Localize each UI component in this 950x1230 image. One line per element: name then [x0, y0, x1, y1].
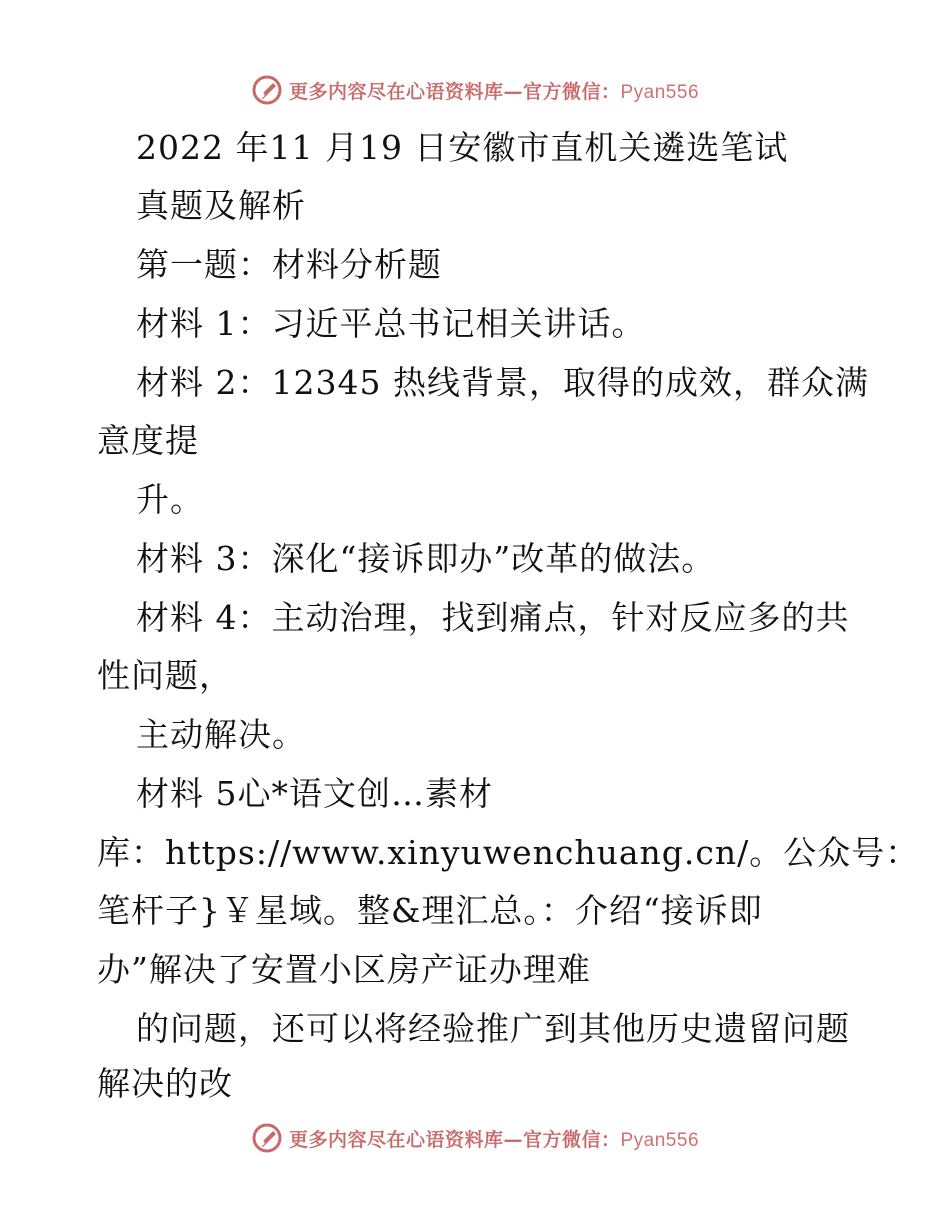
paragraph-line: 库：https://www.xinyuwenchuang.cn/。公众号： — [97, 833, 920, 872]
paragraph-line: 材料 1：习近平总书记相关讲话。 — [136, 304, 646, 343]
paragraph-line: 主动解决。 — [136, 715, 306, 754]
footer-watermark — [0, 1118, 950, 1158]
doc-title-line-1: 2022 年11 月19 日安徽市直机关遴选笔试 — [136, 128, 789, 167]
paragraph-line: 办”解决了安置小区房产证办理难 — [97, 950, 591, 989]
paragraph-line: 材料 3：深化“接诉即办”改革的做法。 — [136, 539, 716, 578]
doc-title-line-2: 真题及解析 — [136, 186, 306, 225]
paragraph-line: 材料 2：12345 热线背景，取得的成效，群众满 — [136, 363, 869, 402]
brand-logo-icon — [251, 1122, 283, 1154]
watermark-text: 更多内容尽在心语资料库—官方微信：Pyan556 — [288, 80, 700, 103]
watermark-wechat-id: Pyan556 — [620, 1129, 700, 1151]
paragraph-line: 性问题， — [97, 656, 233, 695]
paragraph-line: 笔杆子}￥星域。整&理汇总。：介绍“接诉即 — [97, 891, 763, 930]
paragraph-line: 材料 4：主动治理，找到痛点，针对反应多的共 — [136, 598, 850, 637]
paragraph-line: 意度提 — [97, 421, 199, 460]
paragraph-line: 的问题，还可以将经验推广到其他历史遗留问题 — [136, 1009, 850, 1048]
paragraph-line: 升。 — [136, 480, 204, 519]
paragraph-line: 材料 5心*语文创…素材 — [136, 774, 493, 813]
watermark-wechat-id: Pyan556 — [620, 81, 700, 103]
paragraph-line: 解决的改 — [97, 1064, 233, 1103]
watermark-text: 更多内容尽在心语资料库—官方微信：Pyan556 — [288, 1128, 700, 1151]
section-heading: 第一题：材料分析题 — [136, 245, 442, 284]
